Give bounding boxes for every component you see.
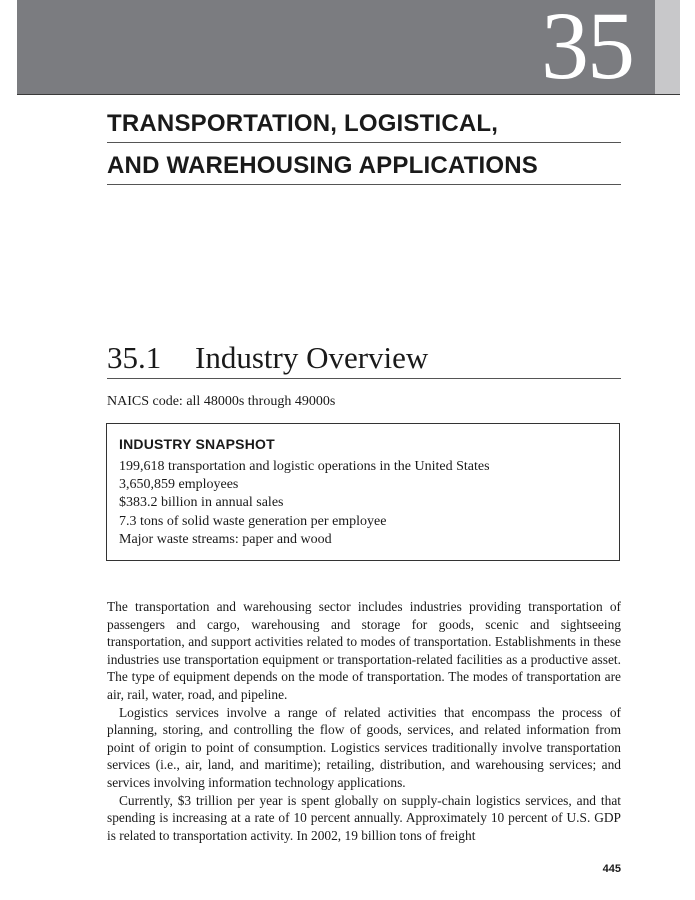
title-divider-2	[107, 184, 621, 185]
chapter-number: 35	[541, 0, 633, 99]
section-title: Industry Overview	[195, 340, 429, 375]
body-paragraph: Currently, $3 trillion per year is spent globally on supply-chain logistics services, and that spending is increasing at a rate of 10 percent annually. Approximately 10 percent of U.S. GDP is related to transportation activity. In 2002, 19 billion tons of freight	[107, 792, 621, 843]
chapter-header-edge	[655, 0, 680, 95]
industry-snapshot-box	[106, 423, 620, 561]
chapter-title-line-1: TRANSPORTATION, LOGISTICAL,	[107, 110, 499, 137]
title-divider-1	[107, 142, 621, 143]
snapshot-item: 3,650,859 employees	[119, 477, 239, 493]
snapshot-item: $383.2 billion in annual sales	[119, 495, 284, 511]
body-paragraph: Logistics services involve a range of related activities that encompass the process of planning, storing, and controlling the flow of goods, services, and related information from point of origin to point of consumption. Logistics services traditionally involve transportation services (i.e., air, land, and maritime); retailing, distribution, and warehousing services; and services involving information technology applications.	[107, 704, 621, 790]
section-number: 35.1	[107, 340, 162, 375]
snapshot-heading: INDUSTRY SNAPSHOT	[119, 436, 275, 452]
snapshot-item: Major waste streams: paper and wood	[119, 531, 332, 547]
chapter-title-line-2: AND WAREHOUSING APPLICATIONS	[107, 152, 538, 179]
section-heading	[107, 340, 621, 379]
page-number: 445	[602, 863, 621, 875]
snapshot-item: 7.3 tons of solid waste generation per employee	[119, 513, 387, 529]
body-paragraph: The transportation and warehousing sector includes industries providing transportation of passengers and cargo, warehousing and storage for goods, scenic and sightseeing transportation, and support activities related to modes of transportation. Establishments in these industries use transportation equipment or transportation-related facilities as a productive asset. The type of equipment depends on the mode of transportation. The modes of transportation are air, rail, water, road, and pipeline.	[107, 599, 621, 702]
body-text	[107, 598, 621, 844]
snapshot-item: 199,618 transportation and logistic operations in the United States	[119, 459, 490, 474]
naics-code: NAICS code: all 48000s through 49000s	[107, 394, 336, 409]
